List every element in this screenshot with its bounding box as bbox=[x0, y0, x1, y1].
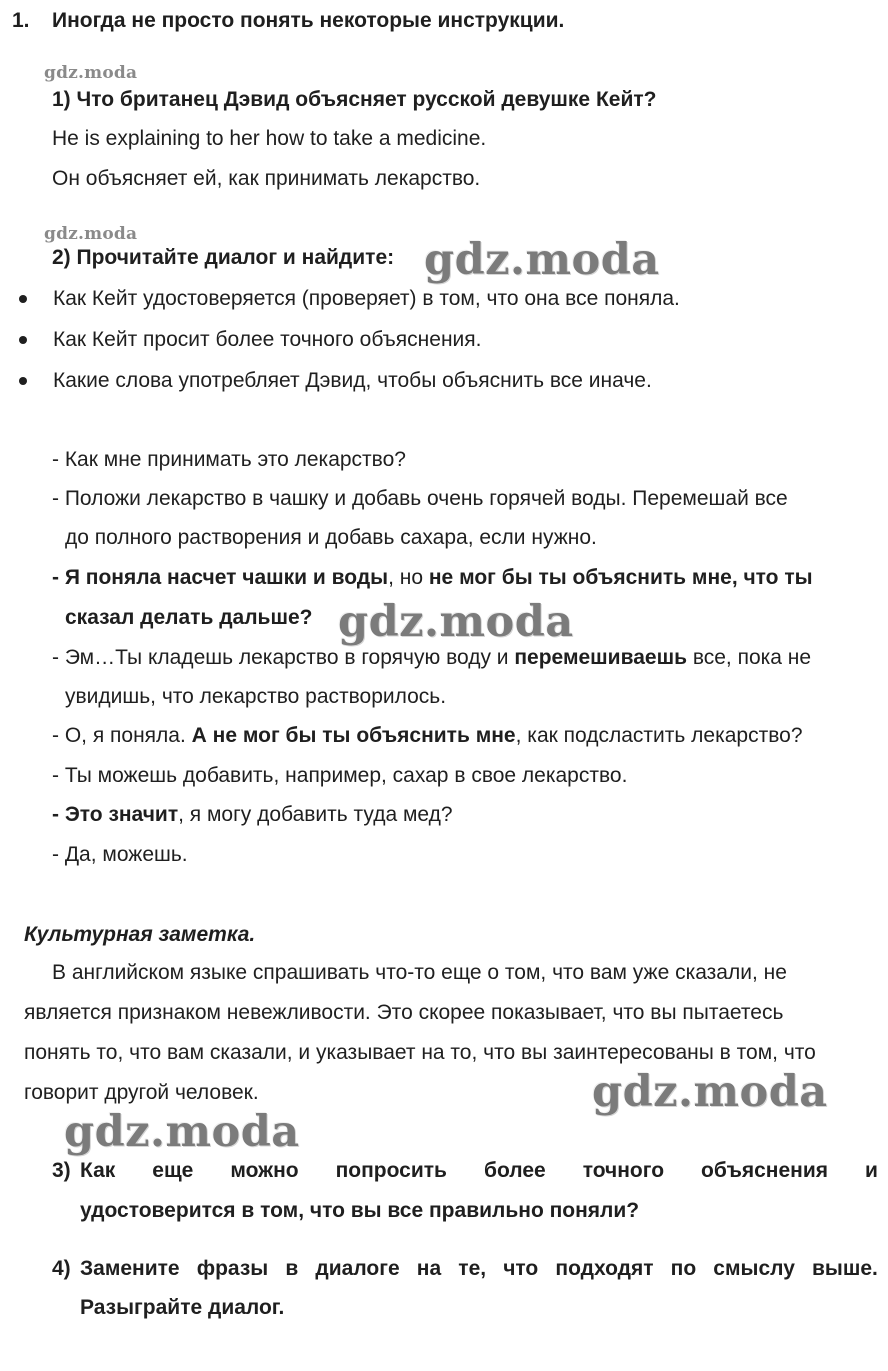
culture-paragraph-line bbox=[52, 960, 878, 986]
word: в bbox=[285, 1257, 299, 1280]
word: смыслу bbox=[713, 1257, 795, 1280]
bullet-icon bbox=[19, 377, 27, 385]
dialog-text: - О, я поняла. bbox=[52, 724, 192, 747]
culture-heading: Культурная заметка. bbox=[24, 923, 256, 946]
bullet-icon bbox=[19, 336, 27, 344]
bullet-icon bbox=[19, 295, 27, 303]
q4-number: 4) bbox=[52, 1257, 71, 1280]
q1-answer-en: He is explaining to her how to take a medicine. bbox=[52, 127, 487, 150]
word: те, bbox=[458, 1257, 487, 1280]
dialog-line: сказал делать дальше? bbox=[65, 606, 313, 629]
dialog-line: увидишь, что лекарство растворилось. bbox=[65, 685, 447, 708]
watermark-small: gdz.moda bbox=[44, 224, 138, 244]
culture-paragraph-line: является признаком невежливости. Это скорее показывает, что вы пытаетесь bbox=[24, 1001, 784, 1024]
task-number: 1. bbox=[12, 9, 30, 32]
watermark-big: gdz.moda bbox=[424, 235, 660, 285]
q2-bullet-item: Какие слова употребляет Дэвид, чтобы объяснить все иначе. bbox=[53, 369, 652, 392]
watermark-big: gdz.moda bbox=[592, 1067, 828, 1117]
word: можно bbox=[230, 1159, 299, 1182]
dialog-text: - Эм…Ты кладешь лекарство в горячую воду и bbox=[52, 646, 515, 669]
q3-number: 3) bbox=[52, 1159, 71, 1182]
q3-line bbox=[80, 1158, 878, 1184]
dialog-line bbox=[52, 565, 813, 591]
dialog-line bbox=[52, 645, 811, 671]
q4-line: Разыграйте диалог. bbox=[80, 1296, 285, 1319]
word: подходят bbox=[555, 1257, 654, 1280]
dialog-text: , как подсластить лекарство? bbox=[515, 724, 803, 747]
dialog-line: - Да, можешь. bbox=[52, 843, 188, 866]
q4-line bbox=[80, 1256, 878, 1282]
watermark-small: gdz.moda bbox=[44, 63, 138, 83]
word: еще bbox=[152, 1159, 194, 1182]
dialog-text: все, пока не bbox=[686, 646, 812, 669]
dialog-dash: - bbox=[52, 803, 65, 826]
dialog-line: - Ты можешь добавить, например, сахар в свое лекарство. bbox=[52, 764, 628, 787]
q2-bullet-item: Как Кейт просит более точного объяснения. bbox=[53, 328, 482, 351]
word: Как bbox=[80, 1159, 116, 1182]
word: более bbox=[483, 1159, 546, 1182]
task-title: Иногда не просто понять некоторые инструкции. bbox=[52, 9, 565, 32]
word: на bbox=[416, 1257, 442, 1280]
dialog-text: , я могу добавить туда мед? bbox=[178, 803, 453, 826]
dialog-dash: - bbox=[52, 566, 65, 589]
q2-question: 2) Прочитайте диалог и найдите: bbox=[52, 246, 395, 269]
watermark-big: gdz.moda bbox=[64, 1107, 300, 1157]
culture-text: В английском языке спрашивать что-то еще о том, что вам уже сказали, не bbox=[52, 961, 787, 984]
dialog-line: - Положи лекарство в чашку и добавь очень горячей воды. Перемешай все bbox=[52, 487, 788, 510]
word: и bbox=[865, 1159, 878, 1182]
word: попросить bbox=[335, 1159, 447, 1182]
dialog-text: , но bbox=[388, 566, 429, 589]
word: выше. bbox=[812, 1257, 878, 1280]
dialog-line bbox=[52, 723, 803, 749]
word: диалоге bbox=[315, 1257, 400, 1280]
dialog-line: - Как мне принимать это лекарство? bbox=[52, 448, 406, 471]
word: что bbox=[503, 1257, 539, 1280]
dialog-emphasis: Я поняла насчет чашки и воды bbox=[64, 566, 389, 589]
dialog-emphasis: А не мог бы ты объяснить мне bbox=[191, 724, 516, 747]
q3-line: удостоверится в том, что вы все правильно поняли? bbox=[80, 1199, 640, 1222]
culture-paragraph-line: говорит другой человек. bbox=[24, 1081, 259, 1104]
dialog-emphasis: Это значит bbox=[64, 803, 179, 826]
word: фразы bbox=[196, 1257, 269, 1280]
dialog-emphasis: не мог бы ты объяснить мне, что ты bbox=[428, 566, 813, 589]
q1-question: 1) Что британец Дэвид объясняет русской девушке Кейт? bbox=[52, 88, 657, 111]
culture-paragraph-line: понять то, что вам сказали, и указывает на то, что вы заинтересованы в том, что bbox=[24, 1041, 816, 1064]
dialog-line bbox=[52, 802, 453, 828]
watermark-big: gdz.moda bbox=[338, 597, 574, 647]
word: по bbox=[670, 1257, 697, 1280]
q1-answer-ru: Он объясняет ей, как принимать лекарство. bbox=[52, 167, 481, 190]
word: объяснения bbox=[701, 1159, 829, 1182]
q2-bullet-item: Как Кейт удостоверяется (проверяет) в том, что она все поняла. bbox=[53, 287, 680, 310]
word: точного bbox=[582, 1159, 665, 1182]
dialog-line: до полного растворения и добавь сахара, если нужно. bbox=[65, 526, 597, 549]
dialog-emphasis: перемешиваешь bbox=[514, 646, 687, 669]
word: Замените bbox=[80, 1257, 180, 1280]
